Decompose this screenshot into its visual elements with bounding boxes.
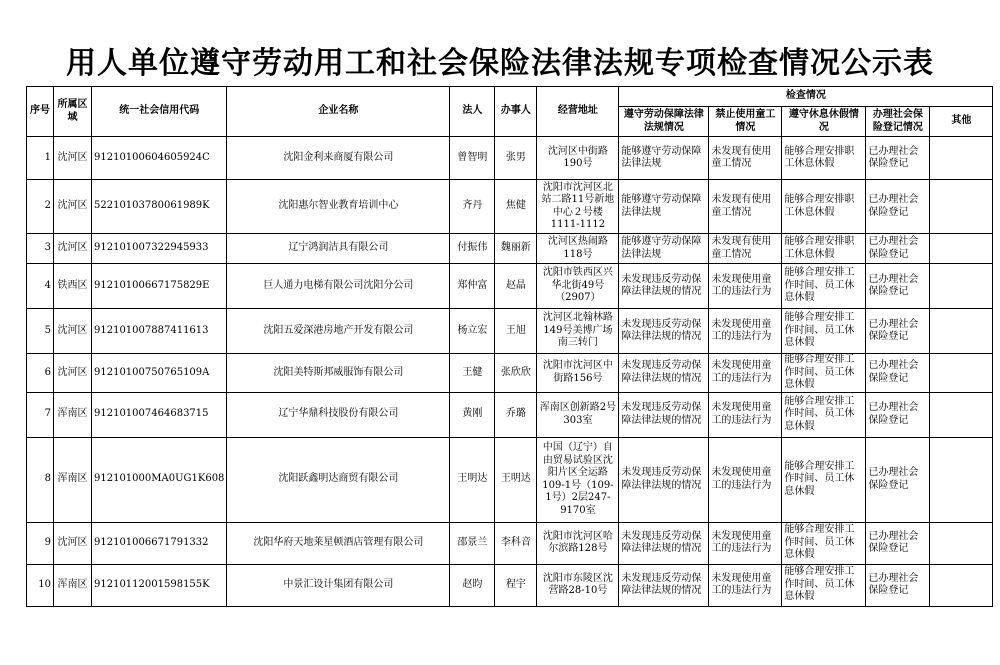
row-region-cell: 浑南区	[54, 437, 92, 522]
row-child-cell: 未发现使用童工的违法行为	[709, 564, 782, 606]
row-rest-cell: 能够合理安排职工休息休假	[782, 234, 866, 264]
row-rest-cell: 能够合理安排职工休息休假	[782, 137, 866, 180]
row-labor-cell: 未发现违反劳动保障法律法规的情况	[619, 309, 709, 354]
table-row	[27, 354, 993, 393]
row-address-cell: 沈阳市沈河区北站二路11号新地中心２号楼1111-1112	[537, 180, 619, 234]
row-region-cell: 沈河区	[54, 234, 92, 264]
row-handler-cell: 王旭	[495, 309, 537, 354]
row-handler-cell: 李科音	[495, 522, 537, 564]
row-rest-cell: 能够合理安排工作时间、员工休息休假	[782, 522, 866, 564]
row-name-cell: 辽宁华鼎科技股份有限公司	[227, 392, 450, 437]
row-insurance-cell: 已办理社会保险登记	[866, 264, 930, 309]
row-code-cell: 91210100750765109A	[92, 354, 227, 393]
row-code-cell: 912101000MA0UG1K608	[92, 437, 227, 522]
row-code-cell: 52210103780061989K	[92, 180, 227, 234]
row-labor-cell: 未发现违反劳动保障法律法规的情况	[619, 564, 709, 606]
row-insurance-cell: 已办理社会保险登记	[866, 234, 930, 264]
table-row	[27, 522, 993, 564]
row-region-cell: 沈河区	[54, 309, 92, 354]
row-labor-cell: 未发现违反劳动保障法律法规的情况	[619, 354, 709, 393]
row-seq-cell: 2	[27, 180, 54, 234]
row-child-cell: 未发现使用童工的违法行为	[709, 264, 782, 309]
row-legal-cell: 齐丹	[450, 180, 495, 234]
row-code-cell: 912101007887411613	[92, 309, 227, 354]
row-name-cell: 沈阳美特斯邦威服饰有限公司	[227, 354, 450, 393]
row-name-cell: 沈阳金利来商厦有限公司	[227, 137, 450, 180]
row-legal-cell: 郑仲富	[450, 264, 495, 309]
header-address: 经营地址	[537, 87, 619, 137]
row-address-cell: 沈阳市东陵区沈营路28-10号	[537, 564, 619, 606]
row-code-cell: 91210100667175829E	[92, 264, 227, 309]
table-row	[27, 234, 993, 264]
row-region-cell: 沈河区	[54, 354, 92, 393]
row-child-cell: 未发现有使用童工情况	[709, 234, 782, 264]
row-child-cell: 未发现使用童工的违法行为	[709, 522, 782, 564]
row-code-cell: 912101006671791332	[92, 522, 227, 564]
row-other-cell	[930, 137, 993, 180]
row-region-cell: 沈河区	[54, 137, 92, 180]
row-name-cell: 沈阳惠尔智业教育培训中心	[227, 180, 450, 234]
header-name: 企业名称	[227, 87, 450, 137]
row-rest-cell: 能够合理安排工作时间、员工休息休假	[782, 309, 866, 354]
table-body	[27, 137, 993, 607]
row-seq-cell: 9	[27, 522, 54, 564]
row-name-cell: 沈阳华府天地莱星顿酒店管理有限公司	[227, 522, 450, 564]
table-row	[27, 437, 993, 522]
row-name-cell: 辽宁鸿润洁具有限公司	[227, 234, 450, 264]
row-legal-cell: 黄刚	[450, 392, 495, 437]
row-address-cell: 沈阳市沈河区中街路156号	[537, 354, 619, 393]
table-row	[27, 180, 993, 234]
row-seq-cell: 1	[27, 137, 54, 180]
row-rest-cell: 能够合理安排工作时间、员工休息休假	[782, 354, 866, 393]
row-insurance-cell: 已办理社会保险登记	[866, 354, 930, 393]
row-labor-cell: 未发现违反劳动保障法律法规的情况	[619, 264, 709, 309]
header-other: 其他	[930, 107, 993, 137]
row-address-cell: 沈阳市铁西区兴华北街49号（2907）	[537, 264, 619, 309]
row-child-cell: 未发现使用童工的违法行为	[709, 437, 782, 522]
row-seq-cell: 6	[27, 354, 54, 393]
row-address-cell: 沈河区北翰林路149号美博广场南三转门	[537, 309, 619, 354]
row-other-cell	[930, 309, 993, 354]
row-seq-cell: 3	[27, 234, 54, 264]
row-insurance-cell: 已办理社会保险登记	[866, 180, 930, 234]
header-child: 禁止使用童工情况	[709, 107, 782, 137]
row-handler-cell: 乔璐	[495, 392, 537, 437]
row-address-cell: 沈河区热闹路118号	[537, 234, 619, 264]
page-title: 用人单位遵守劳动用工和社会保险法律法规专项检查情况公示表	[66, 46, 934, 81]
row-address-cell: 沈河区中街路190号	[537, 137, 619, 180]
table-row	[27, 392, 993, 437]
row-other-cell	[930, 564, 993, 606]
row-other-cell	[930, 392, 993, 437]
row-code-cell: 91210112001598155K	[92, 564, 227, 606]
row-rest-cell: 能够合理安排工作时间、员工休息休假	[782, 564, 866, 606]
row-seq-cell: 5	[27, 309, 54, 354]
row-insurance-cell: 已办理社会保险登记	[866, 309, 930, 354]
row-child-cell: 未发现使用童工的违法行为	[709, 309, 782, 354]
row-legal-cell: 王健	[450, 354, 495, 393]
table-row	[27, 309, 993, 354]
row-labor-cell: 能够遵守劳动保障法律法规	[619, 137, 709, 180]
row-region-cell: 浑南区	[54, 392, 92, 437]
row-other-cell	[930, 354, 993, 393]
row-labor-cell: 未发现违反劳动保障法律法规的情况	[619, 437, 709, 522]
row-seq-cell: 7	[27, 392, 54, 437]
row-region-cell: 浑南区	[54, 564, 92, 606]
row-handler-cell: 程宇	[495, 564, 537, 606]
row-name-cell: 中景汇设计集团有限公司	[227, 564, 450, 606]
row-legal-cell: 杨立宏	[450, 309, 495, 354]
row-name-cell: 巨人通力电梯有限公司沈阳分公司	[227, 264, 450, 309]
header-labor: 遵守劳动保障法律法规情况	[619, 107, 709, 137]
row-code-cell: 912101007464683715	[92, 392, 227, 437]
row-insurance-cell: 已办理社会保险登记	[866, 437, 930, 522]
header-handler: 办事人	[495, 87, 537, 137]
table-row	[27, 564, 993, 606]
row-handler-cell: 赵晶	[495, 264, 537, 309]
row-legal-cell: 赵昀	[450, 564, 495, 606]
row-handler-cell: 焦健	[495, 180, 537, 234]
row-seq-cell: 10	[27, 564, 54, 606]
row-labor-cell: 未发现违反劳动保障法律法规的情况	[619, 522, 709, 564]
row-legal-cell: 王明达	[450, 437, 495, 522]
header-rest: 遵守休息休假情况	[782, 107, 866, 137]
row-rest-cell: 能够合理安排工作时间、员工休息休假	[782, 392, 866, 437]
row-legal-cell: 曾智明	[450, 137, 495, 180]
row-name-cell: 沈阳跃鑫明达商贸有限公司	[227, 437, 450, 522]
row-rest-cell: 能够合理安排工作时间、员工休息休假	[782, 264, 866, 309]
header-check: 检查情况	[619, 87, 993, 107]
row-legal-cell: 付振伟	[450, 234, 495, 264]
row-rest-cell: 能够合理安排工作时间、员工休息休假	[782, 437, 866, 522]
row-other-cell	[930, 264, 993, 309]
row-child-cell: 未发现有使用童工情况	[709, 180, 782, 234]
row-insurance-cell: 已办理社会保险登记	[866, 522, 930, 564]
row-handler-cell: 王明达	[495, 437, 537, 522]
row-region-cell: 铁西区	[54, 264, 92, 309]
header-code: 统一社会信用代码	[92, 87, 227, 137]
row-other-cell	[930, 234, 993, 264]
header-legal: 法人	[450, 87, 495, 137]
inspection-table	[26, 86, 993, 607]
row-other-cell	[930, 180, 993, 234]
row-insurance-cell: 已办理社会保险登记	[866, 392, 930, 437]
table-row	[27, 137, 993, 180]
row-labor-cell: 能够遵守劳动保障法律法规	[619, 180, 709, 234]
row-seq-cell: 4	[27, 264, 54, 309]
row-handler-cell: 张男	[495, 137, 537, 180]
row-other-cell	[930, 522, 993, 564]
row-insurance-cell: 已办理社会保险登记	[866, 564, 930, 606]
header-region: 所属区域	[54, 87, 92, 137]
row-rest-cell: 能够合理安排职工休息休假	[782, 180, 866, 234]
row-region-cell: 沈河区	[54, 180, 92, 234]
row-code-cell: 91210100604605924C	[92, 137, 227, 180]
header-row-top	[27, 87, 993, 107]
row-other-cell	[930, 437, 993, 522]
table-row	[27, 264, 993, 309]
row-legal-cell: 邵景兰	[450, 522, 495, 564]
row-labor-cell: 未发现违反劳动保障法律法规的情况	[619, 392, 709, 437]
header-insurance: 办理社会保险登记情况	[866, 107, 930, 137]
row-labor-cell: 能够遵守劳动保障法律法规	[619, 234, 709, 264]
header-seq: 序号	[27, 87, 54, 137]
row-address-cell: 中国（辽宁）自由贸易试验区沈阳片区全运路109-1号（109-1号）2层247-9170室	[537, 437, 619, 522]
row-seq-cell: 8	[27, 437, 54, 522]
row-region-cell: 沈河区	[54, 522, 92, 564]
row-address-cell: 浑南区创新路2号303室	[537, 392, 619, 437]
row-address-cell: 沈阳市沈河区哈尔滨路128号	[537, 522, 619, 564]
row-handler-cell: 张欣欣	[495, 354, 537, 393]
row-child-cell: 未发现有使用童工情况	[709, 137, 782, 180]
row-code-cell: 912101007322945933	[92, 234, 227, 264]
row-insurance-cell: 已办理社会保险登记	[866, 137, 930, 180]
row-child-cell: 未发现使用童工的违法行为	[709, 354, 782, 393]
row-handler-cell: 魏丽新	[495, 234, 537, 264]
row-name-cell: 沈阳五爱深港房地产开发有限公司	[227, 309, 450, 354]
row-child-cell: 未发现使用童工的违法行为	[709, 392, 782, 437]
